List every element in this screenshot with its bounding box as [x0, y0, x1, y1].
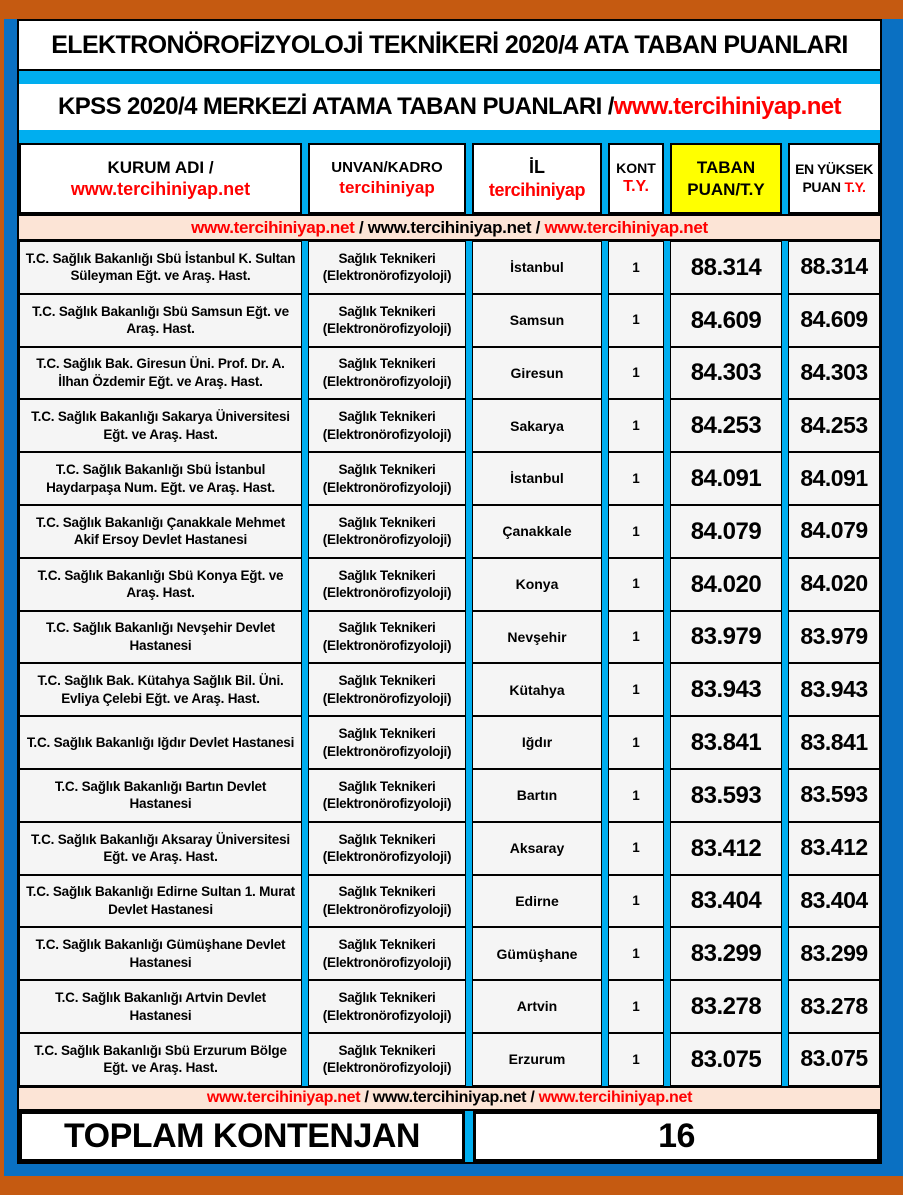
- il-cell: Aksaray: [472, 822, 602, 875]
- il-cell: Erzurum: [472, 1033, 602, 1086]
- unvan-cell: Sağlık Teknikeri (Elektronörofizyoloji): [308, 822, 466, 875]
- subtitle-bar: [19, 84, 880, 130]
- header-unvan-brand: tercihiniyap: [339, 178, 435, 198]
- taban-puan-cell: 83.593: [670, 769, 782, 822]
- header-cell-unvan: [308, 143, 466, 214]
- kurum-cell: T.C. Sağlık Bakanlığı Çanakkale Mehmet Akif Ersoy Devlet Hastanesi: [19, 505, 302, 558]
- taban-puan-cell: 83.979: [670, 611, 782, 664]
- taban-puan-cell: 83.075: [670, 1033, 782, 1086]
- il-cell: İstanbul: [472, 241, 602, 294]
- il-cell: Samsun: [472, 294, 602, 347]
- kont-cell: 1: [608, 1033, 664, 1086]
- il-cell: Iğdır: [472, 716, 602, 769]
- subtitle-link[interactable]: www.tercihiniyap.net: [613, 93, 841, 120]
- kont-cell: 1: [608, 558, 664, 611]
- separator-slash-2: /: [526, 1089, 539, 1107]
- kurum-cell: T.C. Sağlık Bakanlığı Sakarya Üniversitesi Eğt. ve Araş. Hast.: [19, 399, 302, 452]
- kurum-cell: T.C. Sağlık Bakanlığı Nevşehir Devlet Hastanesi: [19, 611, 302, 664]
- il-cell: Edirne: [472, 875, 602, 928]
- kurum-cell: T.C. Sağlık Bak. Giresun Üni. Prof. Dr. A. İlhan Özdemir Eğt. ve Araş. Hast.: [19, 347, 302, 400]
- taban-puan-cell: 83.841: [670, 716, 782, 769]
- separator-link-2[interactable]: www.tercihiniyap.net: [367, 217, 532, 237]
- kont-cell: 1: [608, 716, 664, 769]
- en-yuksek-puan-cell: 83.593: [788, 769, 880, 822]
- il-cell: Bartın: [472, 769, 602, 822]
- taban-puan-cell: 83.404: [670, 875, 782, 928]
- taban-puan-cell: 83.299: [670, 927, 782, 980]
- header-cell-il: [472, 143, 602, 214]
- taban-puan-cell: 88.314: [670, 241, 782, 294]
- header-unvan-label: UNVAN/KADRO: [331, 158, 443, 176]
- en-yuksek-puan-cell: 84.609: [788, 294, 880, 347]
- kurum-cell: T.C. Sağlık Bakanlığı Sbü Erzurum Bölge Eğt. ve Araş. Hast.: [19, 1033, 302, 1086]
- il-cell: Konya: [472, 558, 602, 611]
- kont-cell: 1: [608, 875, 664, 928]
- header-cell-kurum: [19, 143, 302, 214]
- taban-puan-cell: 84.091: [670, 452, 782, 505]
- en-yuksek-puan-cell: 84.253: [788, 399, 880, 452]
- unvan-cell: Sağlık Teknikeri (Elektronörofizyoloji): [308, 927, 466, 980]
- il-cell: Kütahya: [472, 663, 602, 716]
- header-taban-label-1: TABAN: [696, 158, 756, 178]
- kont-cell: 1: [608, 399, 664, 452]
- unvan-cell: Sağlık Teknikeri (Elektronörofizyoloji): [308, 769, 466, 822]
- unvan-cell: Sağlık Teknikeri (Elektronörofizyoloji): [308, 399, 466, 452]
- taban-puan-cell: 84.079: [670, 505, 782, 558]
- header-yuksek-ty: T.Y.: [844, 178, 866, 195]
- il-cell: Çanakkale: [472, 505, 602, 558]
- header-cell-taban: [670, 143, 782, 214]
- separator-link-1[interactable]: www.tercihiniyap.net: [191, 217, 355, 237]
- unvan-cell: Sağlık Teknikeri (Elektronörofizyoloji): [308, 505, 466, 558]
- separator-link-3[interactable]: www.tercihiniyap.net: [538, 1089, 693, 1107]
- kurum-cell: T.C. Sağlık Bakanlığı Bartın Devlet Hastanesi: [19, 769, 302, 822]
- footer-row: [19, 1111, 880, 1162]
- kurum-cell: T.C. Sağlık Bakanlığı Iğdır Devlet Hastanesi: [19, 716, 302, 769]
- separator-link-2[interactable]: www.tercihiniyap.net: [372, 1089, 527, 1107]
- header-il-brand: tercihiniyap: [488, 179, 586, 200]
- separator-link-3[interactable]: www.tercihiniyap.net: [544, 217, 708, 237]
- en-yuksek-puan-cell: 83.943: [788, 663, 880, 716]
- en-yuksek-puan-cell: 83.075: [788, 1033, 880, 1086]
- header-il-label: İL: [529, 157, 545, 177]
- data-grid: [19, 241, 880, 1086]
- separator-slash-1: /: [354, 217, 368, 237]
- unvan-cell: Sağlık Teknikeri (Elektronörofizyoloji): [308, 241, 466, 294]
- separator-slash-1: /: [360, 1089, 373, 1107]
- total-value-cell: 16: [473, 1111, 880, 1162]
- table-header-row: [19, 143, 880, 214]
- cyan-strip-middle: [19, 130, 880, 143]
- taban-puan-cell: 84.609: [670, 294, 782, 347]
- taban-puan-cell: 84.303: [670, 347, 782, 400]
- kont-cell: 1: [608, 505, 664, 558]
- il-cell: Artvin: [472, 980, 602, 1033]
- kont-cell: 1: [608, 294, 664, 347]
- unvan-cell: Sağlık Teknikeri (Elektronörofizyoloji): [308, 294, 466, 347]
- unvan-cell: Sağlık Teknikeri (Elektronörofizyoloji): [308, 452, 466, 505]
- kurum-cell: T.C. Sağlık Bakanlığı Edirne Sultan 1. Murat Devlet Hastanesi: [19, 875, 302, 928]
- kurum-cell: T.C. Sağlık Bakanlığı Sbü Konya Eğt. ve Araş. Hast.: [19, 558, 302, 611]
- en-yuksek-puan-cell: 88.314: [788, 241, 880, 294]
- content-wrap: [17, 19, 882, 1164]
- header-cell-kont: [608, 143, 664, 214]
- subtitle-text: KPSS 2020/4 MERKEZİ ATAMA TABAN PUANLARI /: [58, 93, 614, 120]
- kurum-cell: T.C. Sağlık Bak. Kütahya Sağlık Bil. Üni. Evliya Çelebi Eğt. ve Araş. Hast.: [19, 663, 302, 716]
- kurum-cell: T.C. Sağlık Bakanlığı Aksaray Üniversitesi Eğt. ve Araş. Hast.: [19, 822, 302, 875]
- kurum-cell: T.C. Sağlık Bakanlığı Artvin Devlet Hastanesi: [19, 980, 302, 1033]
- cyan-strip-top: [19, 71, 880, 84]
- header-taban-label-2: PUAN/T.Y: [687, 179, 765, 199]
- il-cell: Nevşehir: [472, 611, 602, 664]
- en-yuksek-puan-cell: 84.303: [788, 347, 880, 400]
- kont-cell: 1: [608, 611, 664, 664]
- unvan-cell: Sağlık Teknikeri (Elektronörofizyoloji): [308, 347, 466, 400]
- taban-puan-cell: 83.412: [670, 822, 782, 875]
- il-cell: İstanbul: [472, 452, 602, 505]
- kont-cell: 1: [608, 347, 664, 400]
- header-yuksek-label-2: [802, 179, 865, 197]
- kont-cell: 1: [608, 769, 664, 822]
- taban-puan-cell: 84.020: [670, 558, 782, 611]
- header-kont-ty: T.Y.: [623, 178, 649, 196]
- unvan-cell: Sağlık Teknikeri (Elektronörofizyoloji): [308, 611, 466, 664]
- header-kurum-label: KURUM ADI /: [107, 157, 214, 177]
- kont-cell: 1: [608, 241, 664, 294]
- taban-puan-cell: 83.278: [670, 980, 782, 1033]
- en-yuksek-puan-cell: 84.020: [788, 558, 880, 611]
- kont-cell: 1: [608, 663, 664, 716]
- separator-row-bottom: [19, 1086, 880, 1111]
- unvan-cell: Sağlık Teknikeri (Elektronörofizyoloji): [308, 980, 466, 1033]
- kont-cell: 1: [608, 980, 664, 1033]
- en-yuksek-puan-cell: 84.079: [788, 505, 880, 558]
- separator-slash-2: /: [531, 217, 545, 237]
- unvan-cell: Sağlık Teknikeri (Elektronörofizyoloji): [308, 558, 466, 611]
- en-yuksek-puan-cell: 83.404: [788, 875, 880, 928]
- en-yuksek-puan-cell: 83.412: [788, 822, 880, 875]
- unvan-cell: Sağlık Teknikeri (Elektronörofizyoloji): [308, 663, 466, 716]
- kurum-cell: T.C. Sağlık Bakanlığı Gümüşhane Devlet Hastanesi: [19, 927, 302, 980]
- header-yuksek-label-1: EN YÜKSEK: [795, 161, 873, 177]
- en-yuksek-puan-cell: 83.841: [788, 716, 880, 769]
- header-kurum-link[interactable]: www.tercihiniyap.net: [70, 178, 251, 199]
- separator-row-top: [19, 214, 880, 241]
- header-yuksek-puan: PUAN: [802, 178, 841, 195]
- total-label-cell: TOPLAM KONTENJAN: [19, 1111, 465, 1162]
- header-cell-yuksek: [788, 143, 880, 214]
- en-yuksek-puan-cell: 83.979: [788, 611, 880, 664]
- il-cell: Giresun: [472, 347, 602, 400]
- unvan-cell: Sağlık Teknikeri (Elektronörofizyoloji): [308, 1033, 466, 1086]
- header-kont-label: KONT: [616, 159, 656, 176]
- taban-puan-cell: 83.943: [670, 663, 782, 716]
- kont-cell: 1: [608, 452, 664, 505]
- separator-link-1[interactable]: www.tercihiniyap.net: [206, 1089, 361, 1107]
- unvan-cell: Sağlık Teknikeri (Elektronörofizyoloji): [308, 716, 466, 769]
- kurum-cell: T.C. Sağlık Bakanlığı Sbü İstanbul K. Sultan Süleyman Eğt. ve Araş. Hast.: [19, 241, 302, 294]
- taban-puan-cell: 84.253: [670, 399, 782, 452]
- page-title: ELEKTRONÖROFİZYOLOJİ TEKNİKERİ 2020/4 ATA TABAN PUANLARI: [19, 21, 880, 71]
- kurum-cell: T.C. Sağlık Bakanlığı Sbü Samsun Eğt. ve Araş. Hast.: [19, 294, 302, 347]
- il-cell: Sakarya: [472, 399, 602, 452]
- kont-cell: 1: [608, 822, 664, 875]
- kurum-cell: T.C. Sağlık Bakanlığı Sbü İstanbul Haydarpaşa Num. Eğt. ve Araş. Hast.: [19, 452, 302, 505]
- en-yuksek-puan-cell: 84.091: [788, 452, 880, 505]
- unvan-cell: Sağlık Teknikeri (Elektronörofizyoloji): [308, 875, 466, 928]
- il-cell: Gümüşhane: [472, 927, 602, 980]
- kont-cell: 1: [608, 927, 664, 980]
- en-yuksek-puan-cell: 83.278: [788, 980, 880, 1033]
- en-yuksek-puan-cell: 83.299: [788, 927, 880, 980]
